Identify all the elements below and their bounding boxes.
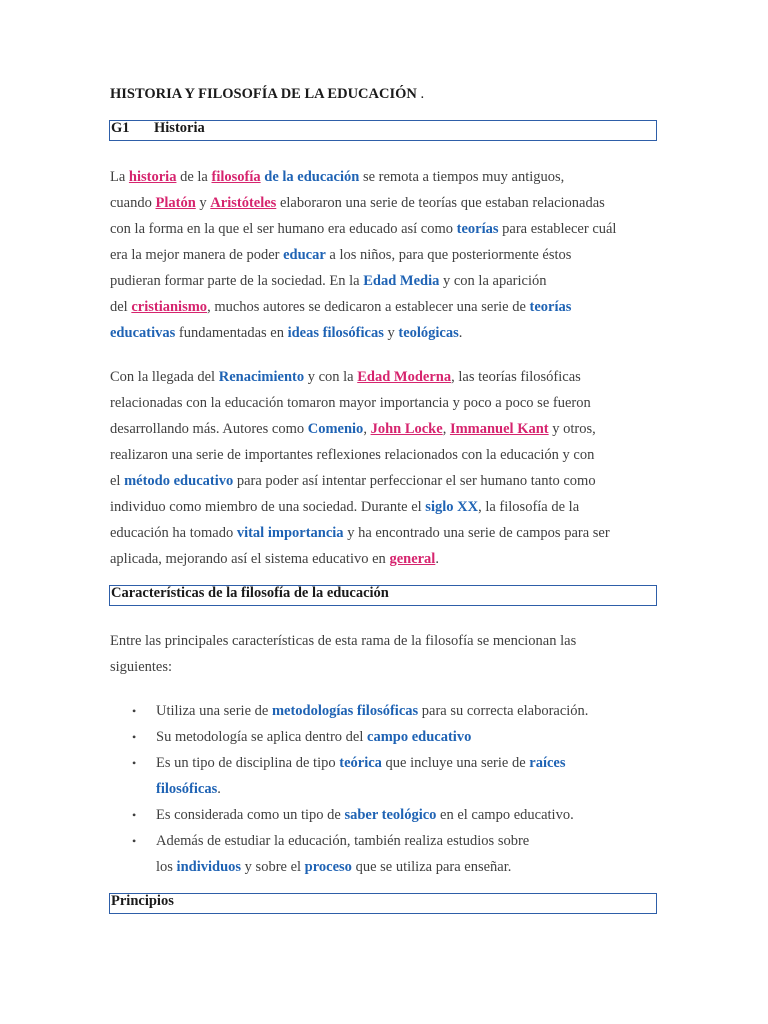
bullet-icon: • (132, 808, 137, 822)
link-aristoteles[interactable]: Aristóteles (210, 195, 277, 211)
section-label: Características de la filosofía de la educación (111, 585, 389, 601)
keyword-teorias-2: teorías (529, 299, 572, 315)
document-title (110, 86, 424, 103)
paragraph-caracteristicas-intro: Entre las principales características de esta rama de la filosofía se mencionan las siguientes: (110, 633, 577, 675)
section-heading-principios (109, 893, 657, 914)
keyword-metodologias-filosoficas: metodologías filosóficas (271, 703, 419, 719)
link-edad-moderna[interactable]: Edad Moderna (357, 369, 452, 385)
section-number: G1 (111, 120, 130, 136)
keyword-saber-teologico: saber teológico (344, 807, 437, 823)
link-immanuel-kant[interactable]: Immanuel Kant (449, 421, 549, 437)
list-item: • Es considerada como un tipo de saber teológico en el campo educativo. (110, 802, 670, 828)
keyword-teologicas: teológicas (398, 325, 459, 341)
keyword-educativas: educativas (110, 325, 176, 341)
keyword-ideas-filosoficas: ideas filosóficas (287, 325, 384, 341)
link-general[interactable]: general (389, 551, 436, 567)
keyword-de-la-educacion: de la educación (264, 169, 360, 185)
list-item: • Utiliza una serie de metodologías filosóficas para su correcta elaboración. (110, 698, 670, 724)
link-historia[interactable]: historia (128, 169, 177, 185)
section-heading-historia (109, 120, 657, 141)
keyword-campo-educativo: campo educativo (367, 729, 472, 745)
list-item: • Además de estudiar la educación, también realiza estudios sobre los individuos y sobre el proceso que se utiliza para enseñar. (110, 828, 670, 880)
bullet-icon: • (132, 834, 137, 848)
keyword-filosoficas: filosóficas (156, 781, 218, 797)
keyword-renacimiento: Renacimiento (218, 369, 305, 385)
bullet-icon: • (132, 704, 137, 718)
keyword-raices: raíces (529, 755, 566, 771)
keyword-teorias: teorías (456, 221, 499, 237)
title-text: HISTORIA Y FILOSOFÍA DE LA EDUCACIÓN (110, 86, 417, 102)
keyword-educar: educar (283, 247, 326, 263)
keyword-vital-importancia: vital importancia (236, 525, 344, 541)
keyword-comenio: Comenio (307, 421, 364, 437)
link-john-locke[interactable]: John Locke (370, 421, 443, 437)
link-platon[interactable]: Platón (155, 195, 196, 211)
keyword-individuos: individuos (176, 859, 242, 875)
paragraph-historia-2: Con la llegada del Renacimiento y con la Edad Moderna, las teorías filosóficas relacionadas con la educación tomaron mayor importancia y poco a poco se fueron desarrollando más. Autores como Comenio, John Locke, Immanuel Kant y otros, realizaron una serie de importantes reflexiones relacionados con la educación y con el método educativo para poder así intentar perfeccionar el ser humano tanto como individuo como miembro de una sociedad. Durante el siglo XX, la filosofía de la educación ha tomado vital importancia y ha encontrado una serie de campos para ser aplicada, mejorando así el sistema educativo en general. (110, 369, 610, 567)
section-label: Historia (154, 120, 205, 136)
keyword-edad-media: Edad Media (363, 273, 440, 289)
bullet-icon: • (132, 730, 137, 744)
keyword-proceso: proceso (304, 859, 352, 875)
link-cristianismo[interactable]: cristianismo (131, 299, 208, 315)
characteristics-list (110, 698, 670, 880)
section-label: Principios (111, 893, 174, 909)
keyword-teorica: teórica (339, 755, 382, 771)
title-suffix: . (416, 86, 425, 102)
list-item: • Su metodología se aplica dentro del campo educativo (110, 724, 670, 750)
section-heading-caracteristicas (109, 585, 657, 606)
keyword-metodo-educativo: método educativo (124, 473, 234, 489)
keyword-siglo-xx: siglo XX (425, 499, 479, 515)
list-item: • Es un tipo de disciplina de tipo teórica que incluye una serie de raíces filosóficas. (110, 750, 670, 802)
paragraph-historia-1: La historia de la filosofía de la educación se remota a tiempos muy antiguos, cuando Platón y Aristóteles elaboraron una serie de teorías que estaban relacionadas con la forma en la que el ser humano era educado así como teorías para establecer cuál era la mejor manera de poder educar a los niños, para que posteriormente éstos pudieran formar parte de la sociedad. En la Edad Media y con la aparición del cristianismo, muchos autores se dedicaron a establecer una serie de teorías educativas fundamentadas en ideas filosóficas y teológicas. (110, 169, 617, 341)
bullet-icon: • (132, 756, 137, 770)
link-filosofia[interactable]: filosofía (211, 169, 261, 185)
